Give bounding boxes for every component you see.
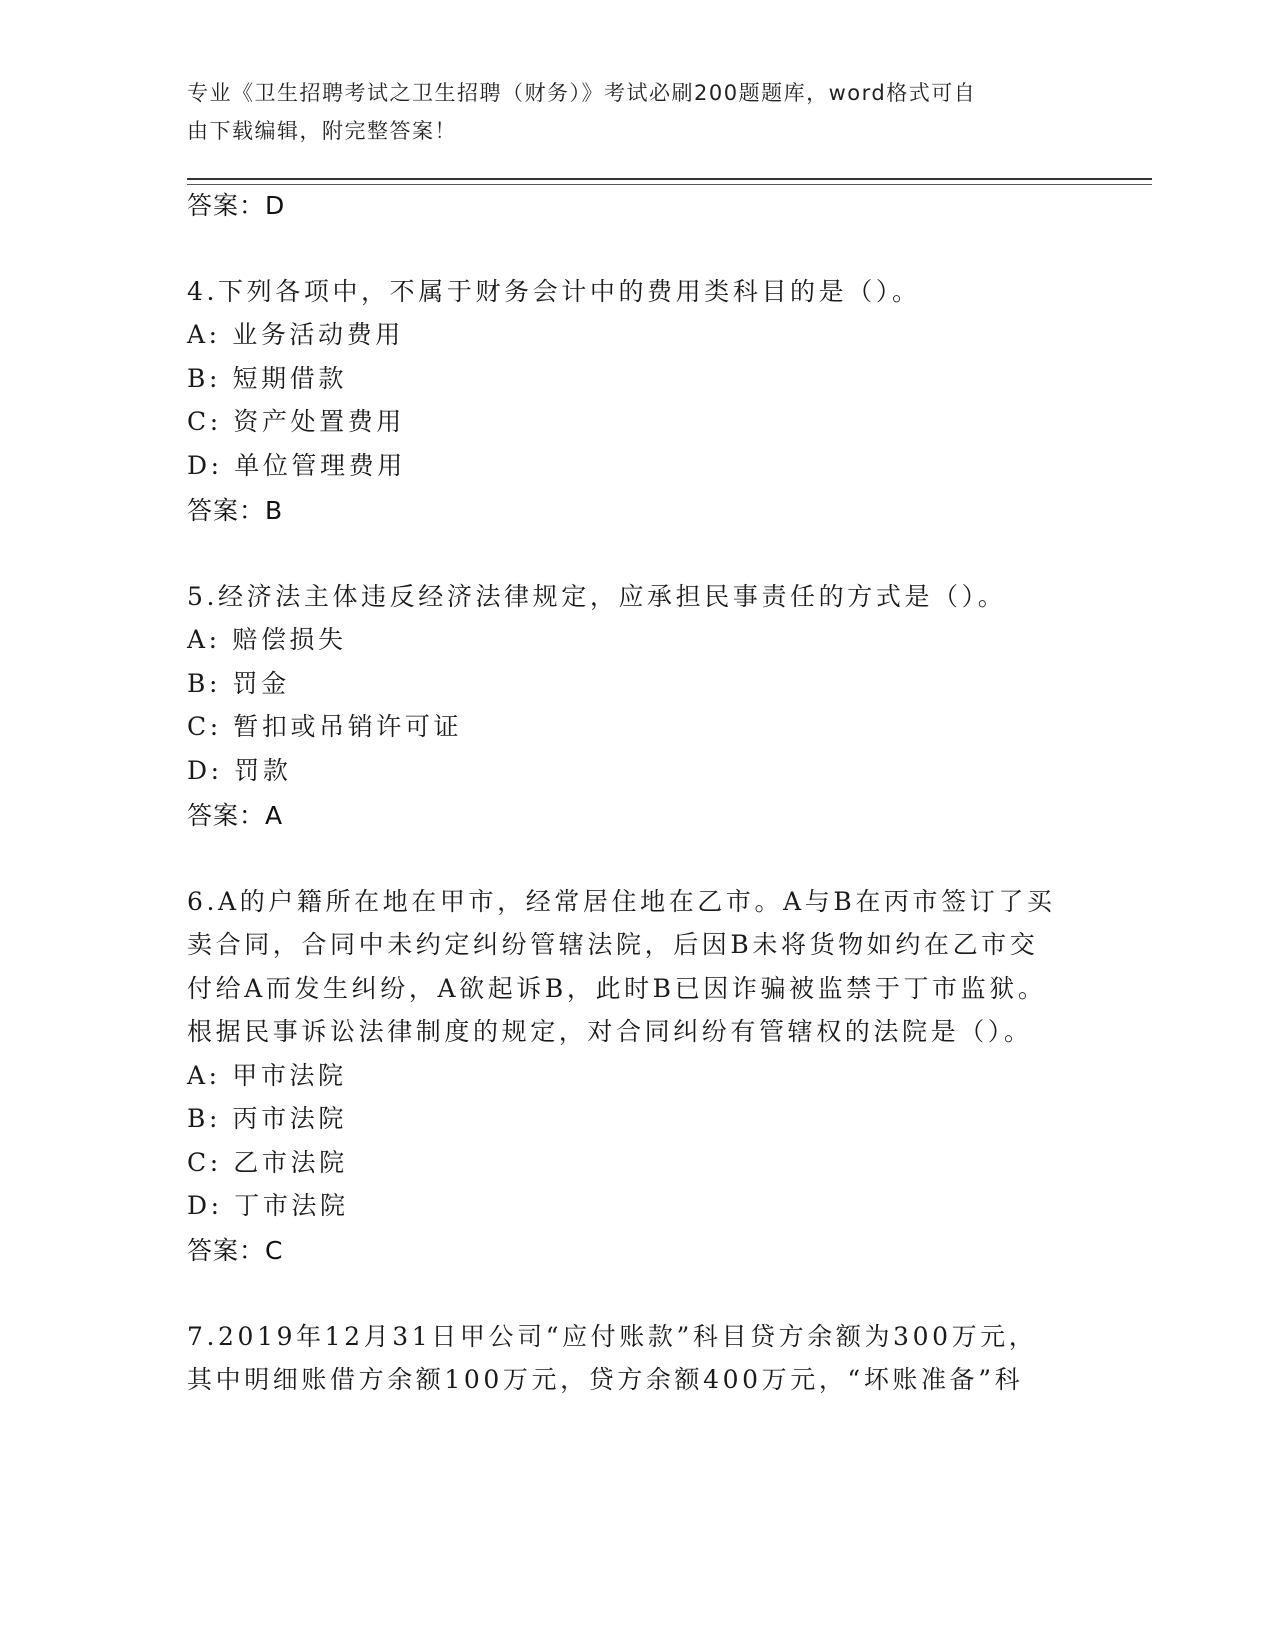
header-line-1: 专业《卫生招聘考试之卫生招聘（财务）》考试必刷200题题库，word格式可自 (187, 81, 977, 105)
q7-stem-line-2: 其中明细账借方余额100万元，贷方余额400万元，“坏账准备”科 (187, 1365, 1024, 1394)
q6-option-a: A: 甲市法院 (187, 1061, 347, 1090)
q4-answer: 答案：B (187, 496, 284, 525)
q4-option-a: A: 业务活动费用 (187, 320, 404, 349)
q5-stem: 5.经济法主体违反经济法律规定，应承担民事责任的方式是（）。 (187, 582, 1007, 611)
header-divider-thin (187, 184, 1152, 185)
q6-option-d: D: 丁市法院 (187, 1191, 349, 1220)
q7-stem-line-1: 7.2019年12月31日甲公司“应付账款”科目贷方余额为300万元， (187, 1322, 1038, 1351)
q4-stem: 4.下列各项中，不属于财务会计中的费用类科目的是（）。 (187, 277, 921, 306)
q4-option-b: B: 短期借款 (187, 364, 347, 393)
header-divider-thick (187, 178, 1152, 180)
q5-option-b: B: 罚金 (187, 669, 290, 698)
q6-option-c: C: 乙市法院 (187, 1148, 348, 1177)
q6-stem-line-4: 根据民事诉讼法律制度的规定，对合同纠纷有管辖权的法院是（）。 (187, 1017, 1033, 1046)
q4-option-c: C: 资产处置费用 (187, 407, 405, 436)
q5-option-c: C: 暂扣或吊销许可证 (187, 712, 463, 741)
q4-option-d: D: 单位管理费用 (187, 451, 406, 480)
q5-answer: 答案：A (187, 801, 284, 830)
q5-option-d: D: 罚款 (187, 756, 292, 785)
q6-answer: 答案：C (187, 1236, 284, 1265)
answer-prev: 答案：D (187, 191, 286, 220)
q6-stem-line-1: 6.A的户籍所在地在甲市，经常居住地在乙市。A与B在丙市签订了买 (187, 887, 1056, 916)
q5-option-a: A: 赔偿损失 (187, 625, 347, 654)
header-line-2: 由下载编辑，附完整答案！ (187, 119, 457, 143)
q6-stem-line-3: 付给A而发生纠纷，A欲起诉B，此时B已因诈骗被监禁于丁市监狱。 (187, 974, 1047, 1003)
q6-stem-line-2: 卖合同，合同中未约定纠纷管辖法院，后因B未将货物如约在乙市交 (187, 930, 1039, 959)
q6-option-b: B: 丙市法院 (187, 1104, 347, 1133)
document-header (187, 74, 1077, 150)
